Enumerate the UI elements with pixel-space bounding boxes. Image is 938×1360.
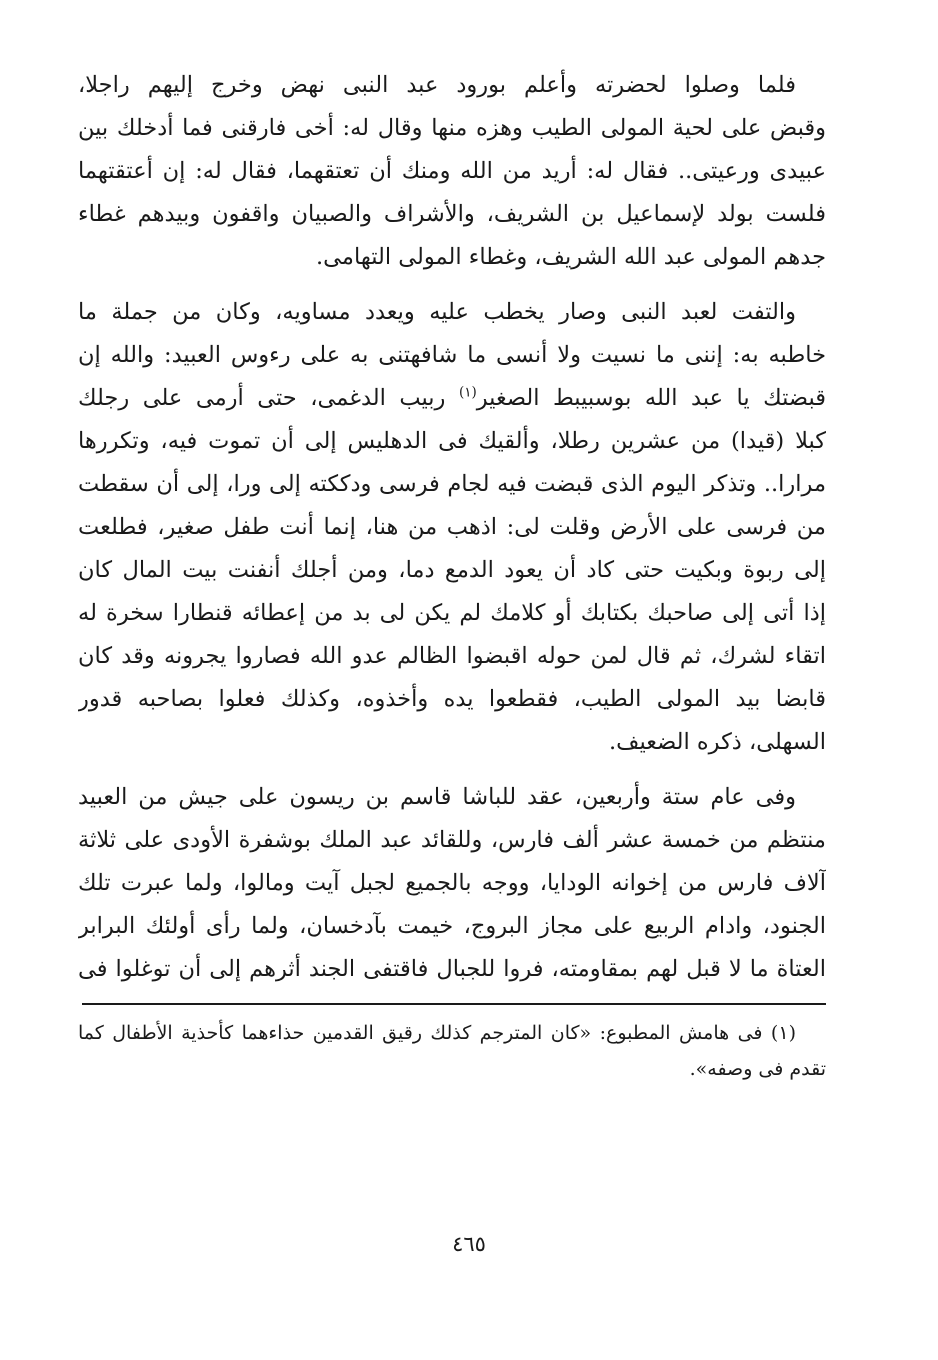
text-line: إلى ربوة وبكيت حتى كاد أن يعود الدمع دما، ومن أجلك أنفنت بيت المال كان	[78, 557, 826, 583]
footnote-divider	[82, 1003, 826, 1005]
footnote-marker: (١)	[458, 384, 477, 401]
paragraph-1	[78, 64, 826, 279]
paragraph-2	[78, 291, 826, 764]
text-segment: قبضتك يا عبد الله بوسبيبط الصغير	[476, 385, 826, 411]
text-line: مرارا.. وتذكر اليوم الذى قبضت فيه لجام فرسى ودككته إلى ورا، إلى أن سقطت	[78, 471, 826, 497]
text-line: خاطبه به: إننى ما نسيت ولا أنسى ما شافهتنى به على رءوس العبيد: والله إن	[78, 342, 826, 368]
paragraph-3	[78, 776, 826, 991]
text-line: عبيدى ورعيتى.. فقال له: أريد من الله ومنك أن تعتقهما، فقال له: إن أعتقتهما	[78, 158, 826, 184]
text-line: آلاف فارس من إخوانه الودايا، ووجه بالجميع لجبل آيت ومالوا، ولما عبرت تلك	[78, 870, 826, 896]
text-line-with-footnote	[78, 377, 826, 420]
text-line: الجنود، وادام الربيع على مجاز البروج، خيمت بآدخسان، ولما رأى أولئك البرابر	[78, 913, 826, 939]
text-line: من فرسى على الأرض وقلت لى: اذهب من هنا، إنما أنت طفل صغير، فطلعت	[78, 514, 826, 540]
text-line: وقبض على لحية المولى الطيب وهزه منها وقال له: أخى فارقنى فما أدخلك بين	[78, 115, 826, 141]
text-line: والتفت لعبد النبى وصار يخطب عليه ويعدد مساويه، وكان من جملة ما	[78, 299, 796, 325]
text-segment: ربيب الدغمى، حتى أرمى على رجلك	[78, 385, 459, 411]
text-line: فلما وصلوا لحضرته وأعلم بورود عبد النبى نهض وخرج إليهم راجلا،	[78, 72, 796, 98]
text-line: جدهم المولى عبد الله الشريف، وغطاء المولى التهامى.	[316, 244, 826, 270]
text-line: السهلى، ذكره الضعيف.	[609, 729, 826, 755]
footnote-line: تقدم فى وصفه».	[689, 1058, 826, 1080]
text-line: العتاة ما لا قبل لهم بمقاومته، فروا للجبال فاقتفى الجند أثرهم إلى أن توغلوا فى	[78, 956, 826, 982]
text-line: وفى عام ستة وأربعين، عقد للباشا قاسم بن ريسون على جيش من العبيد	[78, 784, 796, 810]
text-line: منتظم من خمسة عشر ألف فارس، وللقائد عبد الملك بوشفرة الأودى على ثلاثة	[78, 827, 826, 853]
text-line: قابضا بيد المولى الطيب، فقطعوا يده وأخذوه، وكذلك فعلوا بصاحبه قدور	[78, 686, 826, 712]
page-number: ٤٦٥	[452, 1232, 486, 1256]
text-line: فلست بولد لإسماعيل بن الشريف، والأشراف والصبيان واقفون وبيدهم غطاء	[78, 201, 826, 227]
text-line: إذا أتى إلى صاحبك بكتابك أو كلامك لم يكن لى بد من إعطائه قنطارا سخرة له	[78, 600, 826, 626]
footnote	[78, 1015, 826, 1087]
text-line: اتقاء لشرك، ثم قال لمن حوله اقبضوا الظالم عدو الله فصاروا يجرونه وقد كان	[78, 643, 826, 669]
footnote-line: (١) فى هامش المطبوع: «كان المترجم كذلك رقيق القدمين حذاءهما كأحذية الأطفال كما	[78, 1022, 796, 1044]
text-line: كبلا (قيدا) من عشرين رطلا، وألقيك فى الدهليس إلى أن تموت فيه، وتكررها	[78, 428, 826, 454]
